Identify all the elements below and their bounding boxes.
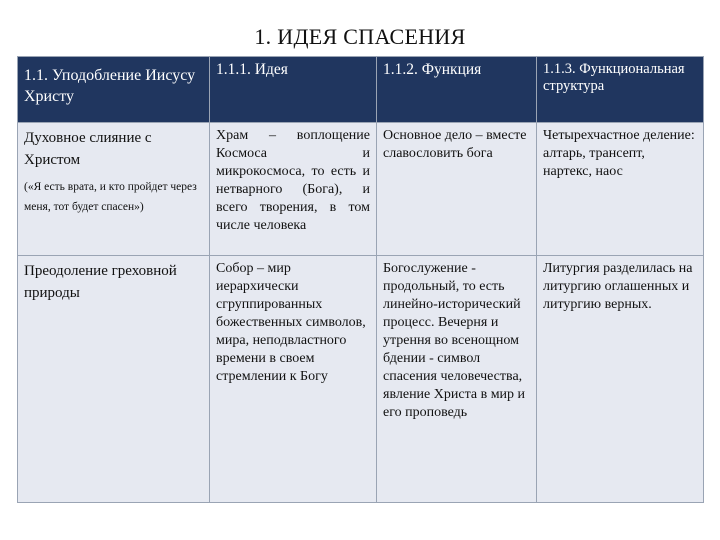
cell-text: Духовное слияние с Христом <box>24 130 152 168</box>
header-cell-function: 1.1.2. Функция <box>377 57 537 123</box>
header-cell-idea: 1.1.1. Идея <box>210 57 377 123</box>
cell-cathedral: Собор – мир иерархически сгруппированных божественных символов, мира, неподвластного времени в своем стремлении к Богу <box>210 256 377 503</box>
cell-temple: Храм – воплощение Космоса и микрокосмоса, то есть и нетварного (Бога), и всего творения, в том числе человека <box>210 123 377 256</box>
cell-fourfold-division: Четырехчастное деление: алтарь, трансепт, нартекс, наос <box>537 123 704 256</box>
cell-overcoming-sin: Преодоление греховной природы <box>18 256 210 503</box>
header-cell-likeness: 1.1. Уподобление Иисусу Христу <box>18 57 210 123</box>
cell-main-work: Основное дело – вместе славословить бога <box>377 123 537 256</box>
page-title: 1. ИДЕЯ СПАСЕНИЯ <box>254 24 466 49</box>
table-row <box>18 123 704 256</box>
cell-spiritual-union <box>18 123 210 256</box>
salvation-table <box>17 56 704 503</box>
header-cell-structure: 1.1.3. Функциональная структура <box>537 57 704 123</box>
cell-liturgy-service: Богослужение - продольный, то есть линейно-исторический процесс. Вечерня и утрення во всенощном бдении - символ спасения человечества, явление Христа в мир и его проповедь <box>377 256 537 503</box>
cell-liturgy-division: Литургия разделилась на литургию оглашенных и литургию верных. <box>537 256 704 503</box>
table-row <box>18 256 704 503</box>
cell-quote: («Я есть врата, и кто пройдет через меня, тот будет спасен») <box>24 181 197 213</box>
table-header-row <box>18 57 704 123</box>
